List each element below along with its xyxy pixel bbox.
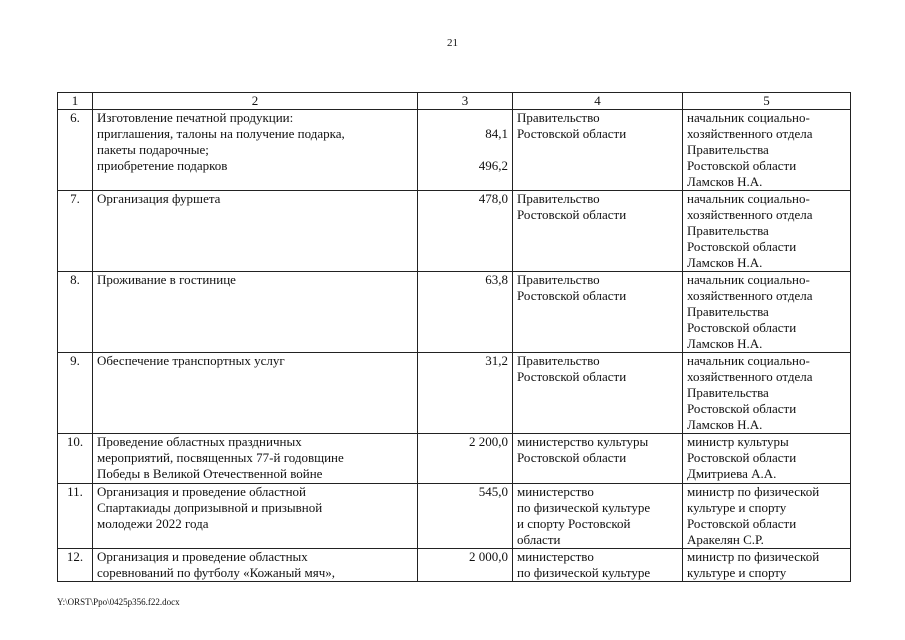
row-responsible bbox=[683, 272, 851, 353]
row-amount bbox=[418, 549, 513, 582]
row-responsible-line: хозяйственного отдела bbox=[687, 126, 813, 141]
footer-file-path: Y:\ORST\Ppo\0425p356.f22.docx bbox=[57, 597, 180, 607]
row-responsible-line: Правительства bbox=[687, 142, 769, 157]
table-row bbox=[58, 191, 851, 272]
row-organization bbox=[513, 434, 683, 484]
row-responsible bbox=[683, 191, 851, 272]
row-number: 12. bbox=[58, 549, 93, 582]
row-title-line: пакеты подарочные; bbox=[97, 142, 209, 157]
row-amount-line bbox=[422, 142, 508, 158]
row-amount bbox=[418, 484, 513, 549]
row-organization-line: Ростовской области bbox=[517, 126, 627, 141]
row-organization bbox=[513, 484, 683, 549]
row-responsible bbox=[683, 484, 851, 549]
header-col-4: 4 bbox=[513, 93, 683, 110]
row-responsible-line: хозяйственного отдела bbox=[687, 369, 813, 384]
row-title-line: приглашения, талоны на получение подарка, bbox=[97, 126, 345, 141]
row-responsible-line: начальник социально- bbox=[687, 272, 810, 287]
row-title bbox=[93, 484, 418, 549]
row-organization bbox=[513, 272, 683, 353]
row-organization bbox=[513, 353, 683, 434]
row-responsible-line: Ростовской области bbox=[687, 239, 797, 254]
row-responsible-line: Ростовской области bbox=[687, 516, 797, 531]
row-responsible bbox=[683, 110, 851, 191]
row-organization-line: Правительство bbox=[517, 191, 600, 206]
header-col-3: 3 bbox=[418, 93, 513, 110]
row-title-line: соревнований по футболу «Кожаный мяч», bbox=[97, 565, 336, 580]
header-col-1: 1 bbox=[58, 93, 93, 110]
row-responsible-line: Ламсков Н.А. bbox=[687, 255, 763, 270]
row-responsible-line: министр по физической bbox=[687, 484, 820, 499]
row-amount-line: 2 200,0 bbox=[469, 434, 508, 449]
row-organization-line: Ростовской области bbox=[517, 450, 627, 465]
row-title-line: Победы в Великой Отечественной войне bbox=[97, 466, 323, 481]
row-responsible-line: Ламсков Н.А. bbox=[687, 174, 763, 189]
row-title-line: молодежи 2022 года bbox=[97, 516, 209, 531]
row-number: 7. bbox=[58, 191, 93, 272]
header-col-5: 5 bbox=[683, 93, 851, 110]
row-organization bbox=[513, 110, 683, 191]
table-row bbox=[58, 353, 851, 434]
row-responsible-line: Ламсков Н.А. bbox=[687, 336, 763, 351]
row-organization-line: министерство bbox=[517, 549, 594, 564]
row-organization-line: Правительство bbox=[517, 110, 600, 125]
row-title bbox=[93, 110, 418, 191]
row-organization-line: Правительство bbox=[517, 272, 600, 287]
row-organization bbox=[513, 191, 683, 272]
row-responsible bbox=[683, 353, 851, 434]
row-title-line: Организация фуршета bbox=[97, 191, 221, 206]
row-amount bbox=[418, 191, 513, 272]
row-title-line: Проведение областных праздничных bbox=[97, 434, 302, 449]
row-organization-line: министерство bbox=[517, 484, 594, 499]
row-organization bbox=[513, 549, 683, 582]
row-title bbox=[93, 353, 418, 434]
row-organization-line: по физической культуре bbox=[517, 500, 651, 515]
table-row bbox=[58, 549, 851, 582]
row-responsible-line: Ростовской области bbox=[687, 401, 797, 416]
row-amount-line: 545,0 bbox=[478, 484, 508, 499]
table-row bbox=[58, 272, 851, 353]
row-amount bbox=[418, 434, 513, 484]
measures-table bbox=[57, 92, 851, 582]
row-organization-line: Ростовской области bbox=[517, 288, 627, 303]
table-body bbox=[58, 110, 851, 582]
page-number: 21 bbox=[447, 37, 458, 49]
row-responsible-line: культуре и спорту bbox=[687, 500, 787, 515]
row-organization-line: Ростовской области bbox=[517, 207, 627, 222]
row-title-line: Проживание в гостинице bbox=[97, 272, 236, 287]
row-title-line: Спартакиады допризывной и призывной bbox=[97, 500, 323, 515]
row-organization-line: области bbox=[517, 532, 561, 547]
row-organization-line: Ростовской области bbox=[517, 369, 627, 384]
row-title-line: мероприятий, посвященных 77-й годовщине bbox=[97, 450, 344, 465]
row-responsible-line: Дмитриева А.А. bbox=[687, 466, 777, 481]
row-responsible-line: начальник социально- bbox=[687, 191, 810, 206]
row-organization-line: по физической культуре bbox=[517, 565, 651, 580]
header-row bbox=[58, 93, 851, 110]
row-amount-line: 2 000,0 bbox=[469, 549, 508, 564]
row-responsible-line: Правительства bbox=[687, 385, 769, 400]
row-amount-line: 496,2 bbox=[478, 158, 508, 173]
row-amount bbox=[418, 110, 513, 191]
row-amount bbox=[418, 353, 513, 434]
header-col-2: 2 bbox=[93, 93, 418, 110]
row-responsible-line: хозяйственного отдела bbox=[687, 207, 813, 222]
row-responsible-line: министр по физической bbox=[687, 549, 820, 564]
row-responsible-line: Ламсков Н.А. bbox=[687, 417, 763, 432]
table-row bbox=[58, 484, 851, 549]
table-row bbox=[58, 110, 851, 191]
row-number: 6. bbox=[58, 110, 93, 191]
row-responsible-line: культуре и спорту bbox=[687, 565, 787, 580]
row-title-line: приобретение подарков bbox=[97, 158, 228, 173]
row-responsible-line: хозяйственного отдела bbox=[687, 288, 813, 303]
row-responsible bbox=[683, 549, 851, 582]
row-responsible-line: Ростовской области bbox=[687, 320, 797, 335]
row-number: 8. bbox=[58, 272, 93, 353]
row-title bbox=[93, 272, 418, 353]
row-title bbox=[93, 191, 418, 272]
row-responsible-line: Правительства bbox=[687, 223, 769, 238]
row-responsible-line: начальник социально- bbox=[687, 353, 810, 368]
table-row bbox=[58, 434, 851, 484]
row-number: 10. bbox=[58, 434, 93, 484]
row-amount-line: 63,8 bbox=[485, 272, 508, 287]
row-title-line: Изготовление печатной продукции: bbox=[97, 110, 294, 125]
row-organization-line: и спорту Ростовской bbox=[517, 516, 631, 531]
row-number: 11. bbox=[58, 484, 93, 549]
row-title-line: Организация и проведение областных bbox=[97, 549, 308, 564]
row-amount-line: 31,2 bbox=[485, 353, 508, 368]
row-responsible-line: Ростовской области bbox=[687, 450, 797, 465]
row-organization-line: Правительство bbox=[517, 353, 600, 368]
row-number: 9. bbox=[58, 353, 93, 434]
row-amount-line: 478,0 bbox=[478, 191, 508, 206]
row-responsible-line: Ростовской области bbox=[687, 158, 797, 173]
row-amount-line bbox=[422, 110, 508, 126]
row-organization-line: министерство культуры bbox=[517, 434, 649, 449]
row-amount-line: 84,1 bbox=[485, 126, 508, 141]
row-responsible-line: начальник социально- bbox=[687, 110, 810, 125]
row-responsible-line: министр культуры bbox=[687, 434, 789, 449]
row-title bbox=[93, 549, 418, 582]
row-title-line: Организация и проведение областной bbox=[97, 484, 307, 499]
row-title-line: Обеспечение транспортных услуг bbox=[97, 353, 285, 368]
row-responsible-line: Правительства bbox=[687, 304, 769, 319]
row-title bbox=[93, 434, 418, 484]
row-responsible-line: Аракелян С.Р. bbox=[687, 532, 764, 547]
row-responsible bbox=[683, 434, 851, 484]
row-amount bbox=[418, 272, 513, 353]
